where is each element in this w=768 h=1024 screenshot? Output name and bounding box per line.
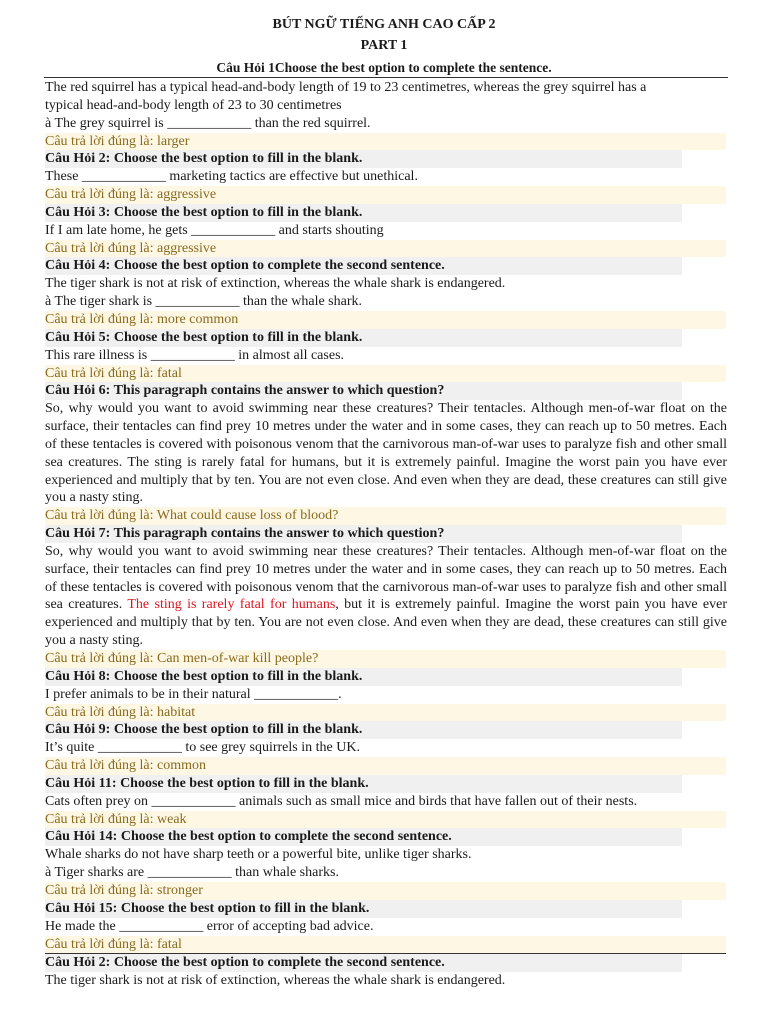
part-heading: PART 1: [360, 38, 408, 53]
q1-text-line1: The red squirrel has a typical head-and-body length of 19 to 23 centimetres, whereas the grey squirrel has a: [45, 80, 647, 95]
q9-question: Câu Hỏi 9: Choose the best option to fill in the blank.: [45, 721, 682, 739]
q3-question: Câu Hỏi 3: Choose the best option to fill in the blank.: [45, 204, 682, 222]
q15-text: He made the ____________ error of accepting bad advice.: [45, 918, 374, 934]
q2-text: These ____________ marketing tactics are effective but unethical.: [45, 169, 418, 185]
q4-text: The tiger shark is not at risk of extinction, whereas the whale shark is endangered.: [45, 276, 506, 292]
section-instruction: Câu Hỏi 1Choose the best option to complete the sentence.: [216, 60, 552, 75]
q14-text: Whale sharks do not have sharp teeth or a powerful bite, unlike tiger sharks.: [45, 847, 472, 863]
q7-answer: Câu trả lời đúng là: Can men-of-war kill people?: [45, 650, 726, 668]
q14-question: Câu Hỏi 14: Choose the best option to complete the second sentence.: [45, 828, 682, 846]
q7-paragraph-before: So, why would you want to avoid swimming near these creatures? Their tentacles. Although men-of-war float on the surface, their tentacles can find prey 10 metres under the water and in some cases, they can reach up to 50 metres. Each of these tentacles is covered with poisonous venom that the carnivorous man-of-war uses to paralyze fish and other small sea creatures.: [45, 543, 727, 613]
q8-question: Câu Hỏi 8: Choose the best option to fill in the blank.: [45, 668, 682, 686]
q7-paragraph: [45, 543, 727, 650]
q9-text: It’s quite ____________ to see grey squirrels in the UK.: [45, 740, 360, 756]
q6-paragraph: So, why would you want to avoid swimming near these creatures? Their tentacles. Although men-of-war float on the surface, their tentacles can find prey 10 metres under the water and in some cases, they can reach up to 50 metres. Each of these tentacles is covered with poisonous venom that the carnivorous man-of-war uses to paralyze fish and other small sea creatures. The sting is rarely fatal for humans, but it is extremely painful. Imagine the worst pain you have ever experienced and multiply that by ten. You are not even close. And even when they are dead, these creatures can still give you a nasty sting.: [45, 401, 727, 506]
q1-text-line2: typical head-and-body length of 23 to 30 centimetres: [45, 97, 342, 113]
q3-text: If I am late home, he gets ____________ and starts shouting: [45, 222, 384, 238]
q4-question: Câu Hỏi 4: Choose the best option to complete the second sentence.: [45, 257, 682, 275]
q7-paragraph-highlight: The sting is rarely fatal for humans: [127, 597, 336, 613]
q7-paragraph-after: , but it is extremely painful. Imagine the worst pain you have ever experienced and multiply that by ten. You are not even close. And even when they are dead, these creatures can still give you a nasty sting.: [45, 597, 728, 649]
q6-question: Câu Hỏi 6: This paragraph contains the answer to which question?: [45, 382, 682, 400]
q8-answer: Câu trả lời đúng là: habitat: [45, 704, 726, 722]
q14-prompt: à Tiger sharks are ____________ than whale sharks.: [45, 865, 339, 881]
q2b-text: The tiger shark is not at risk of extinction, whereas the whale shark is endangered.: [45, 973, 506, 989]
q4-answer: Câu trả lời đúng là: more common: [45, 311, 726, 329]
q3-answer: Câu trả lời đúng là: aggressive: [45, 240, 726, 258]
q14-answer: Câu trả lời đúng là: stronger: [45, 882, 726, 900]
q5-question: Câu Hỏi 5: Choose the best option to fill in the blank.: [45, 329, 682, 347]
q8-text: I prefer animals to be in their natural ____________.: [45, 686, 342, 702]
document-title: BÚT NGỮ TIẾNG ANH CAO CẤP 2: [272, 17, 496, 32]
q15-question: Câu Hỏi 15: Choose the best option to fill in the blank.: [45, 900, 682, 918]
q9-answer: Câu trả lời đúng là: common: [45, 757, 726, 775]
q1-answer: Câu trả lời đúng là: larger: [45, 133, 726, 151]
q4-prompt: à The tiger shark is ____________ than the whale shark.: [45, 294, 363, 310]
q7-question: Câu Hỏi 7: This paragraph contains the answer to which question?: [45, 525, 682, 543]
q1-prompt: à The grey squirrel is ____________ than the red squirrel.: [45, 115, 371, 131]
header-divider: [44, 77, 728, 78]
q15-answer: Câu trả lời đúng là: fatal: [45, 936, 726, 955]
q11-question: Câu Hỏi 11: Choose the best option to fill in the blank.: [45, 775, 682, 793]
q11-answer: Câu trả lời đúng là: weak: [45, 811, 726, 829]
q5-text: This rare illness is ____________ in almost all cases.: [45, 347, 345, 363]
q5-answer: Câu trả lời đúng là: fatal: [45, 365, 726, 383]
question-list: [45, 79, 730, 990]
q2b-question: Câu Hỏi 2: Choose the best option to complete the second sentence.: [45, 954, 682, 972]
q6-answer: Câu trả lời đúng là: What could cause loss of blood?: [45, 507, 726, 525]
q11-text: Cats often prey on ____________ animals such as small mice and birds that have fallen out of their nests.: [45, 793, 638, 809]
q2-answer: Câu trả lời đúng là: aggressive: [45, 186, 726, 204]
q2-question: Câu Hỏi 2: Choose the best option to fill in the blank.: [45, 150, 682, 168]
